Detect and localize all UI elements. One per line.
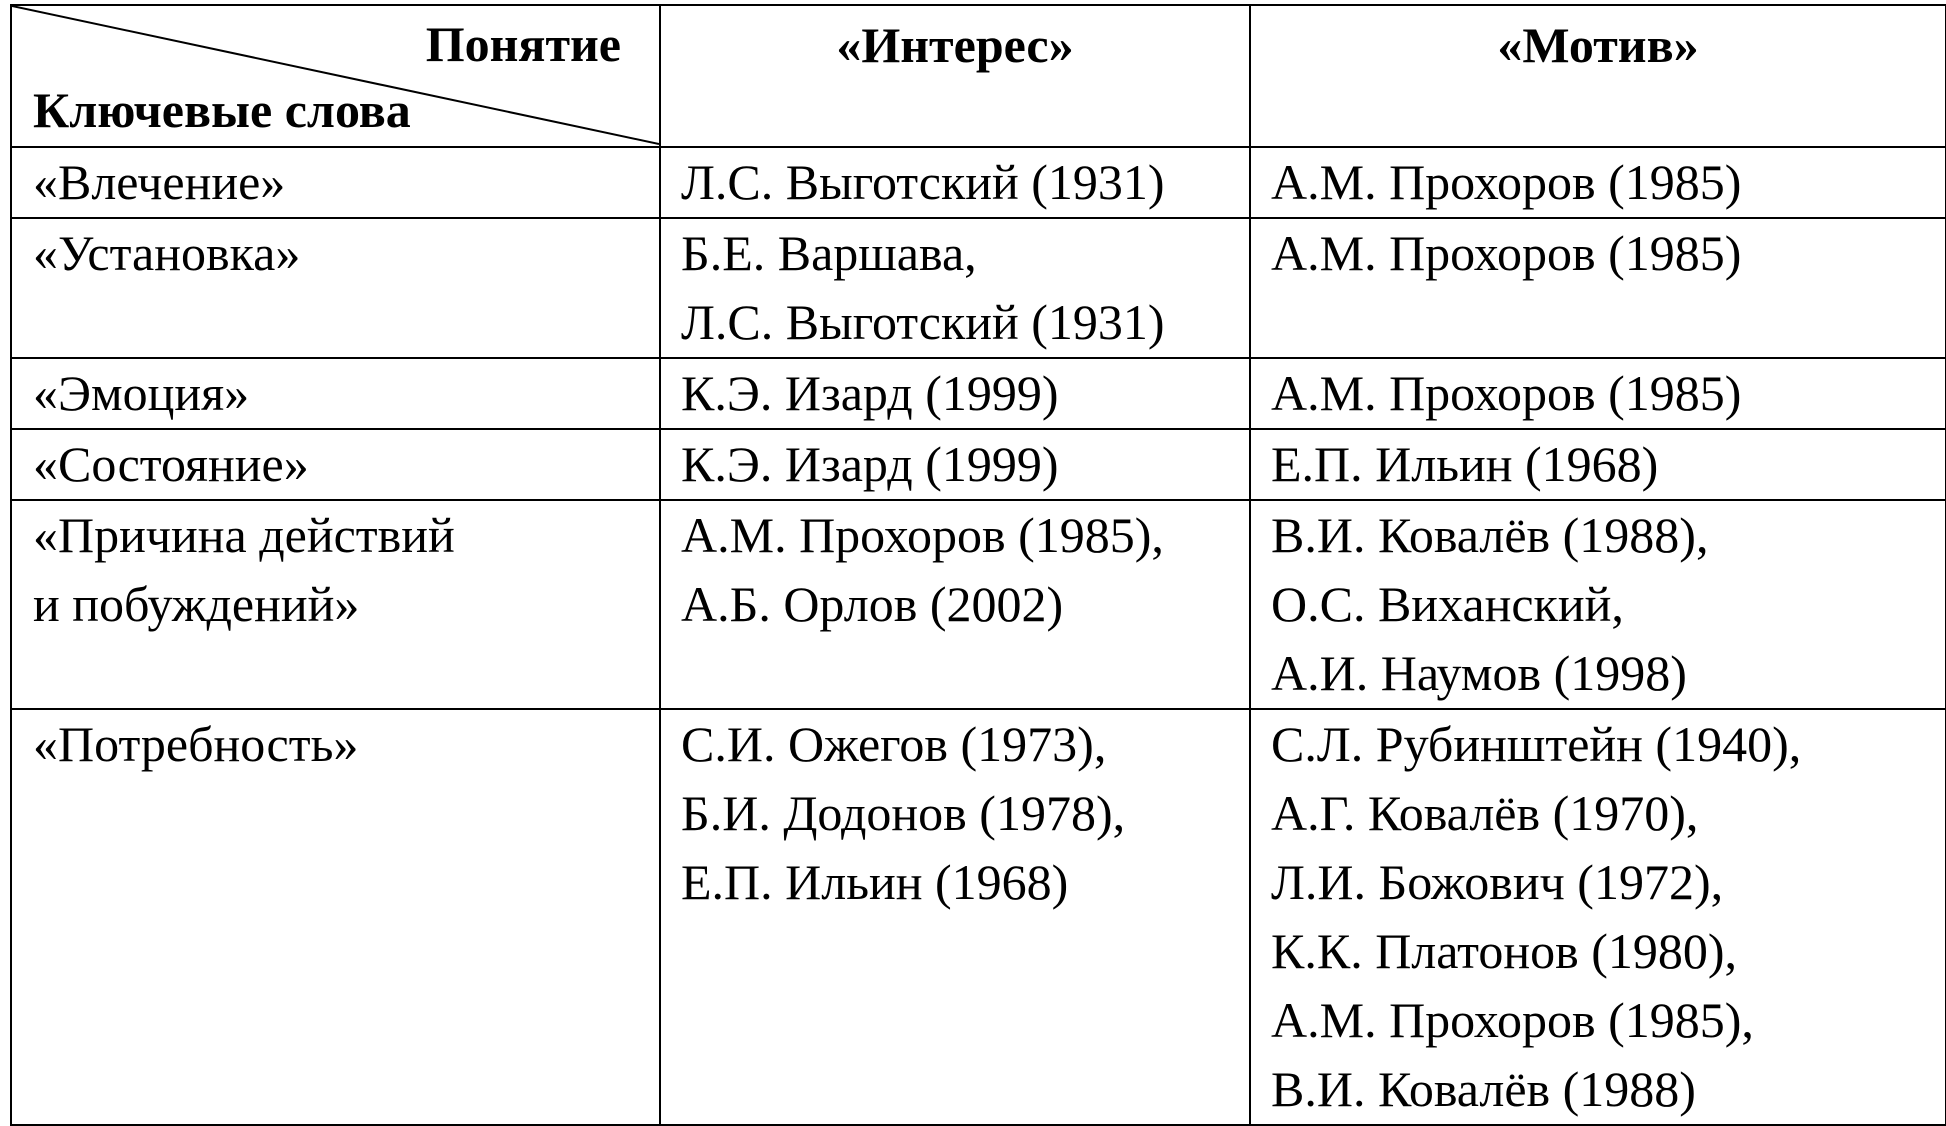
corner-label-concept: Понятие xyxy=(425,16,621,72)
interest-refs-cell xyxy=(660,358,1250,429)
table-header-row xyxy=(11,5,1946,147)
keyword-line: «Причина действий xyxy=(33,507,455,563)
reference-line: А.Г. Ковалёв (1970), xyxy=(1271,785,1699,841)
table-row xyxy=(11,147,1946,218)
reference-line: В.И. Ковалёв (1988) xyxy=(1271,1061,1696,1117)
reference-line: А.М. Прохоров (1985) xyxy=(1271,225,1742,281)
motive-refs-cell xyxy=(1250,218,1946,358)
reference-line: К.К. Платонов (1980), xyxy=(1271,923,1738,979)
keyword-cell xyxy=(11,709,660,1125)
keyword-cell xyxy=(11,218,660,358)
reference-line: А.М. Прохоров (1985), xyxy=(681,507,1164,563)
keyword-line: «Эмоция» xyxy=(33,365,250,421)
table-row xyxy=(11,358,1946,429)
keyword-cell xyxy=(11,147,660,218)
reference-line: С.И. Ожегов (1973), xyxy=(681,716,1107,772)
motive-refs-cell xyxy=(1250,429,1946,500)
table-row xyxy=(11,709,1946,1125)
column-header-interest: «Интерес» xyxy=(660,5,1250,147)
reference-line: А.М. Прохоров (1985), xyxy=(1271,992,1754,1048)
table-row xyxy=(11,500,1946,709)
column-header-motive: «Мотив» xyxy=(1250,5,1946,147)
reference-line: К.Э. Изард (1999) xyxy=(681,436,1059,492)
motive-refs-cell xyxy=(1250,147,1946,218)
keyword-line: «Установка» xyxy=(33,225,301,281)
reference-line: Л.С. Выготский (1931) xyxy=(681,154,1165,210)
corner-header-cell xyxy=(11,5,660,147)
reference-line: Б.И. Додонов (1978), xyxy=(681,785,1126,841)
keyword-line: «Влечение» xyxy=(33,154,286,210)
keyword-cell xyxy=(11,500,660,709)
interest-refs-cell xyxy=(660,147,1250,218)
reference-line: Л.И. Божович (1972), xyxy=(1271,854,1724,910)
reference-line: С.Л. Рубинштейн (1940), xyxy=(1271,716,1802,772)
concept-keywords-table xyxy=(10,4,1946,1126)
keyword-line: «Состояние» xyxy=(33,436,309,492)
reference-line: Е.П. Ильин (1968) xyxy=(1271,436,1659,492)
table-row xyxy=(11,429,1946,500)
keyword-line: и побуждений» xyxy=(33,576,360,632)
reference-line: Е.П. Ильин (1968) xyxy=(681,854,1069,910)
reference-line: А.М. Прохоров (1985) xyxy=(1271,154,1742,210)
motive-refs-cell xyxy=(1250,709,1946,1125)
reference-line: В.И. Ковалёв (1988), xyxy=(1271,507,1709,563)
motive-refs-cell xyxy=(1250,500,1946,709)
interest-refs-cell xyxy=(660,429,1250,500)
keyword-line: «Потребность» xyxy=(33,716,359,772)
interest-refs-cell xyxy=(660,709,1250,1125)
interest-refs-cell xyxy=(660,218,1250,358)
reference-line: А.Б. Орлов (2002) xyxy=(681,576,1064,632)
reference-line: Л.С. Выготский (1931) xyxy=(681,294,1165,350)
corner-label-keywords: Ключевые слова xyxy=(33,82,411,138)
interest-refs-cell xyxy=(660,500,1250,709)
reference-line: Б.Е. Варшава, xyxy=(681,225,977,281)
reference-line: О.С. Виханский, xyxy=(1271,576,1624,632)
keyword-cell xyxy=(11,429,660,500)
reference-line: А.И. Наумов (1998) xyxy=(1271,645,1687,701)
keyword-cell xyxy=(11,358,660,429)
table-row xyxy=(11,218,1946,358)
reference-line: А.М. Прохоров (1985) xyxy=(1271,365,1742,421)
reference-line: К.Э. Изард (1999) xyxy=(681,365,1059,421)
motive-refs-cell xyxy=(1250,358,1946,429)
